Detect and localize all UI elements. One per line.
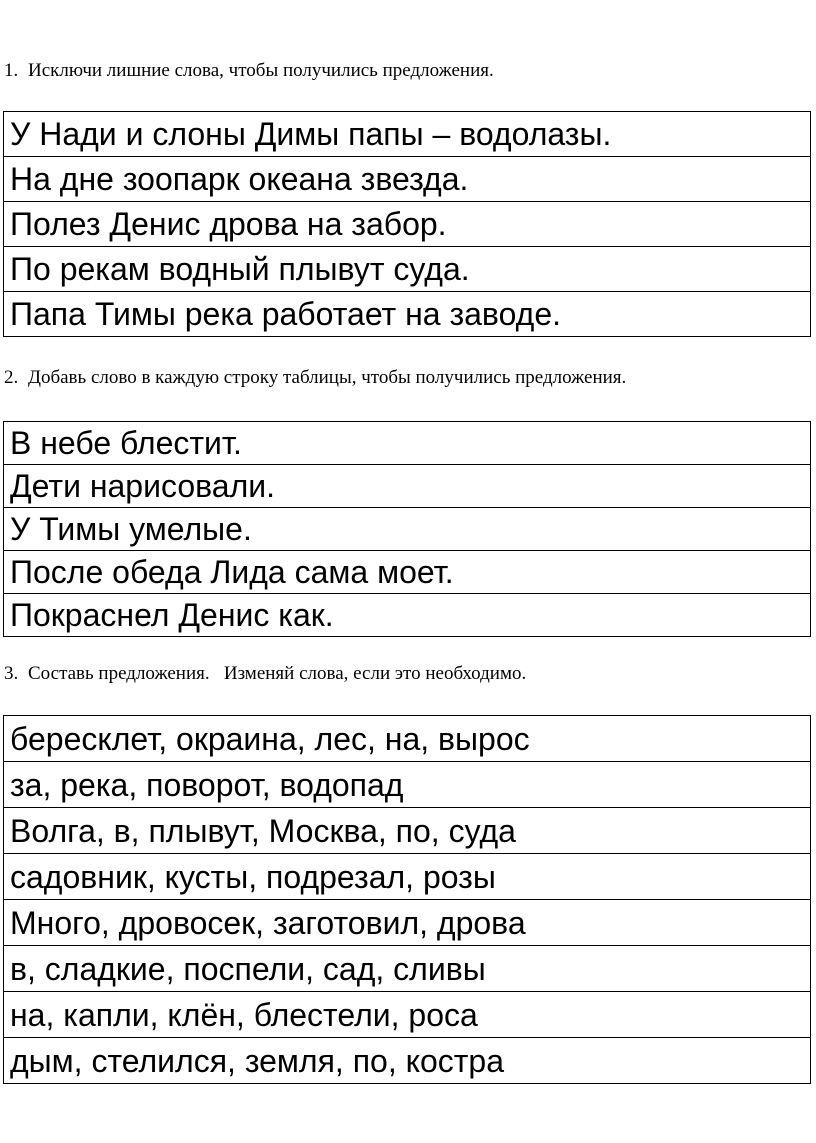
task-1-row-3: Полез Денис дрова на забор. bbox=[4, 202, 811, 247]
task-2-row-3: У Тимы умелые. bbox=[4, 508, 811, 551]
task-1-heading bbox=[4, 60, 494, 82]
task-3-row-5: Много, дровосек, заготовил, дрова bbox=[4, 900, 811, 946]
task-2-table bbox=[3, 421, 811, 637]
table-row bbox=[4, 946, 811, 992]
table-row bbox=[4, 112, 811, 157]
table-row bbox=[4, 508, 811, 551]
task-3-row-6: в, сладкие, поспели, сад, сливы bbox=[4, 946, 811, 992]
task-3-row-7: на, капли, клён, блестели, роса bbox=[4, 992, 811, 1038]
table-row bbox=[4, 465, 811, 508]
table-row bbox=[4, 900, 811, 946]
task-3-row-2: за, река, поворот, водопад bbox=[4, 762, 811, 808]
table-row bbox=[4, 854, 811, 900]
table-row bbox=[4, 1038, 811, 1084]
task-3-heading bbox=[4, 663, 526, 685]
task-3-row-3: Волга, в, плывут, Москва, по, суда bbox=[4, 808, 811, 854]
table-row bbox=[4, 594, 811, 637]
task-2-row-4: После обеда Лида сама моет. bbox=[4, 551, 811, 594]
table-row bbox=[4, 762, 811, 808]
task-2-row-5: Покраснел Денис как. bbox=[4, 594, 811, 637]
task-1-row-5: Папа Тимы река работает на заводе. bbox=[4, 292, 811, 337]
task-1-number: 1. bbox=[4, 60, 19, 81]
task-1-table bbox=[3, 111, 811, 337]
task-3-number: 3. bbox=[4, 663, 19, 684]
task-1-row-4: По рекам водный плывут суда. bbox=[4, 247, 811, 292]
task-1-row-1: У Нади и слоны Димы папы – водолазы. bbox=[4, 112, 811, 157]
table-row bbox=[4, 292, 811, 337]
table-row bbox=[4, 247, 811, 292]
task-3-instruction: Составь предложения. Изменяй слова, если это необходимо. bbox=[28, 663, 527, 684]
table-row bbox=[4, 202, 811, 247]
table-row bbox=[4, 992, 811, 1038]
table-row bbox=[4, 422, 811, 465]
task-2-heading bbox=[4, 367, 626, 389]
table-row bbox=[4, 716, 811, 762]
task-2-row-2: Дети нарисовали. bbox=[4, 465, 811, 508]
task-3-row-4: садовник, кусты, подрезал, розы bbox=[4, 854, 811, 900]
task-1-row-2: На дне зоопарк океана звезда. bbox=[4, 157, 811, 202]
task-3-row-8: дым, стелился, земля, по, костра bbox=[4, 1038, 811, 1084]
task-3-row-1: бересклет, окраина, лес, на, вырос bbox=[4, 716, 811, 762]
table-row bbox=[4, 157, 811, 202]
task-3-table bbox=[3, 715, 811, 1084]
task-2-row-1: В небе блестит. bbox=[4, 422, 811, 465]
task-1-instruction: Исключи лишние слова, чтобы получились предложения. bbox=[28, 60, 494, 81]
task-2-instruction: Добавь слово в каждую строку таблицы, чтобы получились предложения. bbox=[28, 367, 627, 388]
table-row bbox=[4, 551, 811, 594]
task-2-number: 2. bbox=[4, 367, 19, 388]
table-row bbox=[4, 808, 811, 854]
